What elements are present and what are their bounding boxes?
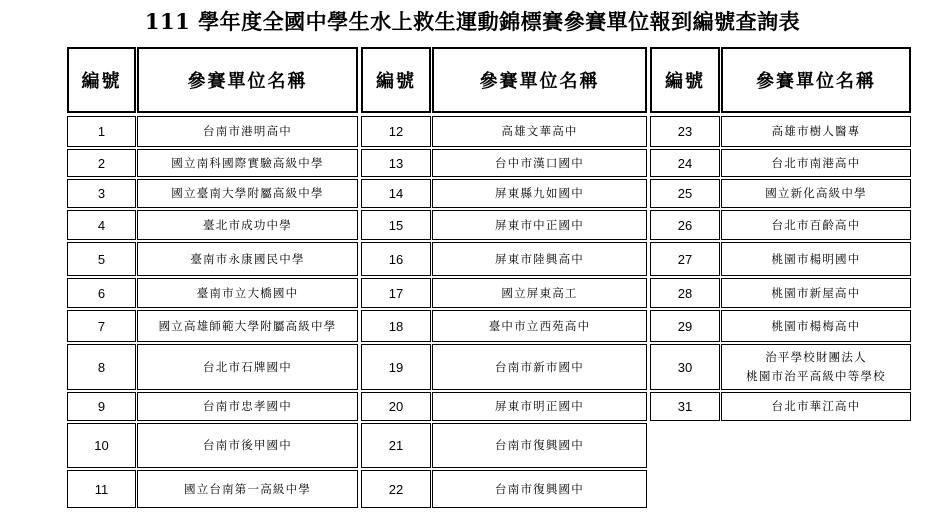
row-unit-name (432, 392, 647, 421)
header-number-text: 編號 (376, 71, 416, 92)
row-number-text: 29 (677, 318, 693, 334)
row-unit-name-text: 國立屏東高工 (501, 285, 578, 300)
row-unit-name-text: 高雄文華高中 (501, 124, 578, 138)
row-number-text: 30 (677, 359, 693, 375)
header-number-text: 編號 (81, 71, 122, 92)
row-number (67, 470, 136, 508)
row-number-text: 28 (677, 285, 693, 301)
row-unit-name-text: 台南市港明高中 (203, 124, 292, 138)
row-number (361, 149, 431, 177)
row-unit-name (432, 310, 647, 342)
row-unit-name (137, 344, 358, 390)
row-unit-name (721, 344, 911, 390)
header-unit-name (432, 47, 647, 113)
row-number-text: 18 (388, 318, 404, 334)
row-unit-name (137, 210, 358, 240)
row-number (650, 116, 720, 147)
header-unit-name-text: 參賽單位名稱 (756, 71, 876, 92)
row-unit-name-text: 台南市新市國中 (495, 359, 584, 374)
row-number (361, 344, 431, 390)
row-number (67, 310, 136, 342)
row-unit-name (721, 179, 911, 208)
row-number (67, 242, 136, 276)
row-unit-name-text: 屏東市明正國中 (495, 399, 584, 413)
row-number-text: 15 (388, 217, 404, 233)
row-number-text: 22 (388, 481, 404, 497)
row-number (67, 149, 136, 177)
row-number (650, 344, 720, 390)
row-unit-name (432, 210, 647, 240)
row-number-text: 20 (388, 399, 404, 414)
row-unit-name-text: 屏東縣九如國中 (495, 186, 584, 200)
row-unit-name-text: 屏東市中正國中 (495, 217, 584, 232)
row-unit-name (721, 242, 911, 276)
row-unit-name-text: 台北市石牌國中 (203, 359, 292, 374)
row-unit-name (432, 149, 647, 177)
row-number-text: 1 (97, 124, 106, 139)
row-number (650, 210, 720, 240)
row-unit-name-text: 臺南市立大橋國中 (196, 285, 299, 300)
row-number-text: 2 (97, 155, 106, 171)
row-unit-name-text: 台北市百齡高中 (771, 217, 861, 232)
row-unit-name (137, 423, 358, 468)
row-number (361, 242, 431, 276)
row-number (67, 116, 136, 147)
row-number-text: 9 (97, 399, 106, 414)
row-unit-name-text: 桃園市新屋高中 (771, 285, 861, 300)
header-number-text: 編號 (665, 71, 705, 92)
row-unit-name-text: 臺中市立西苑高中 (488, 318, 591, 333)
row-unit-name (432, 242, 647, 276)
row-unit-name-text: 台南市復興國中 (495, 438, 584, 452)
row-number-text: 21 (388, 438, 404, 453)
row-number-text: 26 (677, 217, 693, 233)
header-unit-name (137, 47, 358, 113)
row-number-text: 7 (97, 318, 106, 334)
row-number (361, 210, 431, 240)
row-number (361, 278, 431, 308)
row-unit-name-text: 國立南科國際實驗高級中學 (171, 155, 324, 170)
row-unit-name-text: 台南市復興國中 (495, 481, 584, 496)
row-unit-name-text: 桃園市楊明國中 (771, 251, 861, 266)
row-unit-name-text: 台南市忠孝國中 (203, 399, 292, 413)
row-number (67, 179, 136, 208)
row-unit-name (432, 423, 647, 468)
row-unit-name-text: 台南市後甲國中 (203, 438, 292, 452)
row-unit-name-text: 台中市漢口國中 (495, 155, 584, 170)
row-unit-name (137, 242, 358, 276)
row-unit-name-text: 臺北市成功中學 (203, 217, 292, 232)
row-unit-name (721, 278, 911, 308)
row-unit-name-text: 屏東市陸興高中 (495, 251, 584, 266)
row-number (361, 179, 431, 208)
header-unit-name (721, 47, 911, 113)
row-number-text: 5 (97, 251, 106, 267)
row-unit-name (137, 310, 358, 342)
row-unit-name-text: 治平學校財團法人 桃園市治平高級中等學校 (746, 350, 886, 383)
row-number (361, 310, 431, 342)
row-number-text: 14 (388, 186, 404, 201)
row-unit-name (432, 470, 647, 508)
row-number (67, 210, 136, 240)
row-unit-name (137, 392, 358, 421)
row-number (650, 278, 720, 308)
row-unit-name-text: 高雄市樹人醫專 (771, 124, 861, 138)
row-number-text: 17 (388, 285, 404, 301)
row-number (361, 423, 431, 468)
row-number-text: 24 (677, 155, 693, 171)
row-number-text: 31 (677, 399, 693, 414)
row-number-text: 13 (388, 155, 404, 171)
row-number (650, 179, 720, 208)
row-number-text: 25 (677, 186, 693, 201)
row-unit-name (137, 278, 358, 308)
row-number-text: 11 (94, 481, 109, 497)
row-number-text: 10 (94, 438, 109, 453)
row-number-text: 6 (97, 285, 106, 301)
header-number (361, 47, 431, 113)
header-unit-name-text: 參賽單位名稱 (479, 71, 600, 92)
row-number (650, 310, 720, 342)
row-number (361, 116, 431, 147)
row-number (67, 392, 136, 421)
row-number (650, 149, 720, 177)
row-unit-name (432, 116, 647, 147)
row-unit-name (432, 278, 647, 308)
row-unit-name (721, 210, 911, 240)
page-title: 111 學年度全國中學生水上救生運動錦標賽參賽單位報到編號查詢表 (144, 9, 801, 34)
row-number-text: 27 (677, 251, 693, 267)
header-number (650, 47, 720, 113)
row-number-text: 12 (388, 124, 404, 139)
row-unit-name-text: 國立台南第一高級中學 (184, 481, 311, 496)
row-unit-name-text: 台北市南港高中 (771, 155, 861, 170)
header-unit-name-text: 參賽單位名稱 (187, 71, 308, 92)
header-number (67, 47, 136, 113)
row-number-text: 8 (97, 359, 106, 375)
row-number-text: 4 (97, 217, 106, 233)
row-unit-name (721, 149, 911, 177)
row-unit-name (137, 149, 358, 177)
row-number-text: 16 (388, 251, 404, 267)
row-unit-name (721, 310, 911, 342)
row-number (361, 392, 431, 421)
row-unit-name-text: 桃園市楊梅高中 (771, 318, 861, 333)
row-number (67, 278, 136, 308)
row-unit-name-text: 國立高雄師範大學附屬高級中學 (158, 318, 337, 333)
row-unit-name (721, 116, 911, 147)
row-unit-name-text: 台北市華江高中 (771, 399, 861, 413)
row-unit-name-text: 臺南市永康國民中學 (190, 251, 305, 266)
row-number-text: 23 (677, 124, 693, 139)
row-number-text: 19 (388, 359, 404, 375)
row-unit-name (137, 470, 358, 508)
row-unit-name (137, 179, 358, 208)
row-number (67, 344, 136, 390)
row-unit-name (721, 392, 911, 421)
row-number (650, 392, 720, 421)
row-unit-name-text: 國立新化高級中學 (765, 186, 867, 200)
row-number-text: 3 (97, 186, 106, 201)
row-number (67, 423, 136, 468)
row-unit-name (137, 116, 358, 147)
row-number (361, 470, 431, 508)
row-unit-name (432, 344, 647, 390)
row-unit-name (432, 179, 647, 208)
row-unit-name-text: 國立臺南大學附屬高級中學 (171, 186, 324, 200)
row-number (650, 242, 720, 276)
